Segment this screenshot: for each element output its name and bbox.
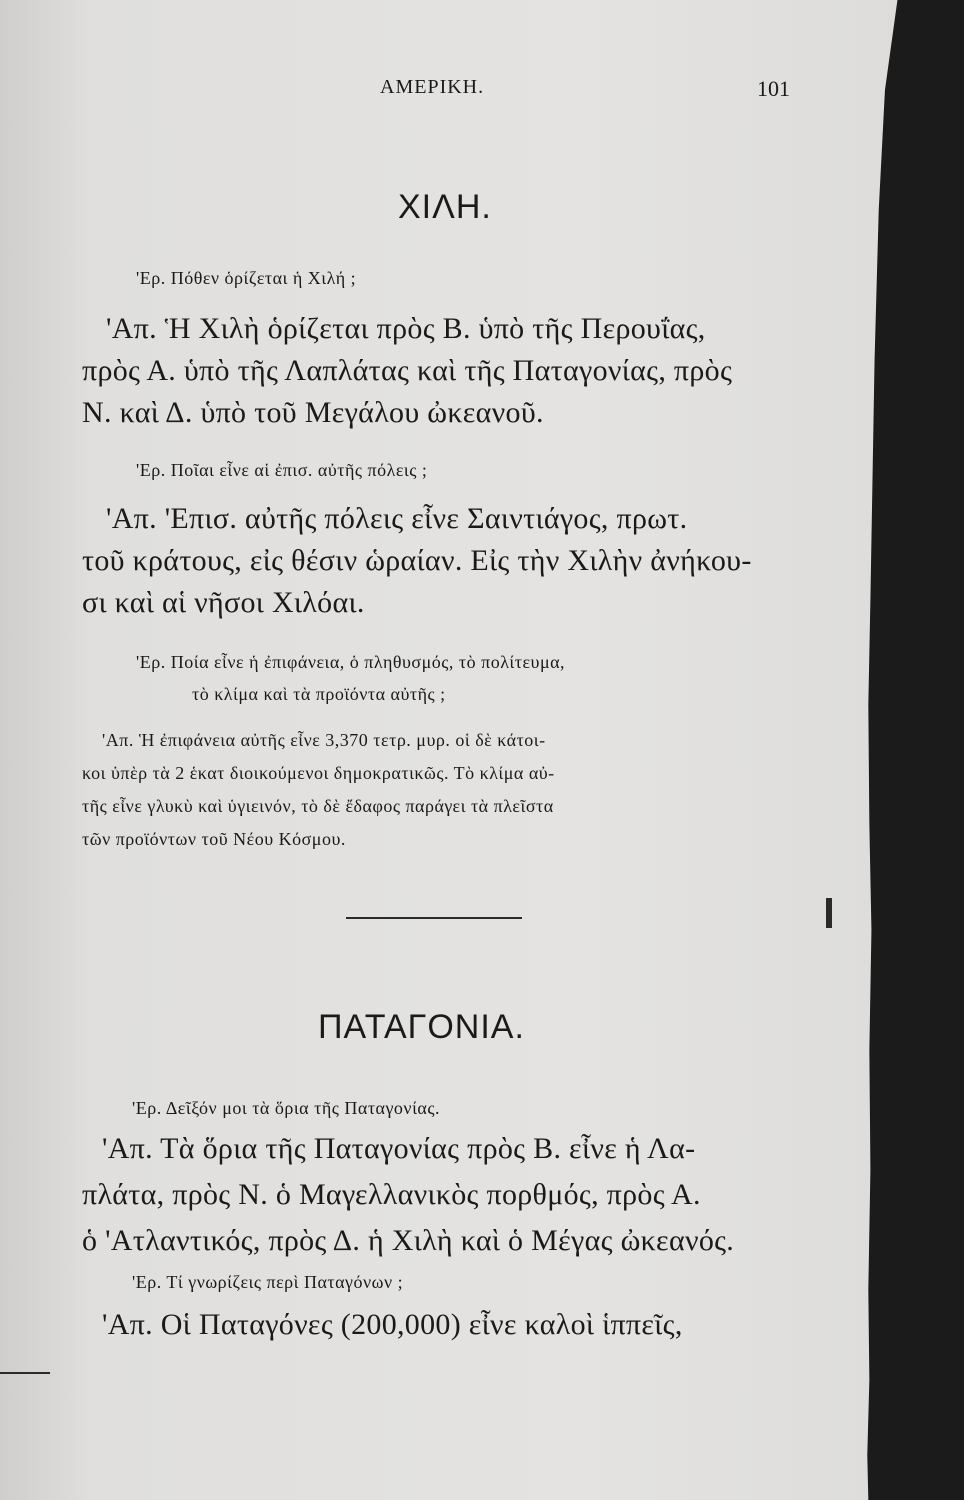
page-number: 101 <box>757 76 790 101</box>
scan-mark <box>826 898 832 928</box>
text-line: τῆς εἶνε γλυκὺ καὶ ὑγιεινόν, τὸ δὲ ἔδαφος παράγει τὰ πλεῖστα <box>82 796 554 816</box>
answer-2 <box>82 498 802 624</box>
running-title: ΑΜΕΡΙΚΗ. <box>380 76 485 98</box>
text-line: 'Απ. 'Επισ. αὐτῆς πόλεις εἶνε Σαιντιάγος, πρωτ. <box>106 502 688 535</box>
text-line: 'Απ. Τὰ ὅρια τῆς Παταγονίας πρὸς Β. εἶνε ἡ Λα- <box>102 1132 696 1165</box>
text-line: πλάτα, πρὸς Ν. ὁ Μαγελλανικὸς πορθμός, πρὸς Α. <box>82 1178 701 1211</box>
text-line: 'Ερ. Πόθεν ὁρίζεται ἡ Χιλή ; <box>136 268 357 288</box>
text-line: Ν. καὶ Δ. ὑπὸ τοῦ Μεγάλου ὠκεανοῦ. <box>82 396 544 429</box>
answer-1 <box>82 308 802 434</box>
text-line: 'Ερ. Δεῖξόν μοι τὰ ὅρια τῆς Παταγονίας. <box>132 1098 440 1118</box>
answer-4 <box>82 1126 802 1264</box>
section-title-patagonia: ΠΑΤΑΓΟΝΙΑ. <box>318 1008 525 1046</box>
section-divider <box>346 917 522 919</box>
text-line: 'Ερ. Ποῖαι εἶνε αἱ ἐπισ. αὐτῆς πόλεις ; <box>136 460 428 480</box>
scan-mark <box>0 1372 50 1374</box>
text-line: τὸ κλίμα καὶ τὰ προϊόντα αὐτῆς ; <box>192 684 446 704</box>
text-line: σι καὶ αἱ νῆσοι Χιλόαι. <box>82 586 365 619</box>
text-line: 'Απ. Οἱ Παταγόνες (200,000) εἶνε καλοὶ ἱππεῖς, <box>102 1308 683 1341</box>
page-header <box>0 70 860 110</box>
question-4 <box>82 1098 802 1119</box>
text-line: 'Απ. Ἡ Χιλὴ ὁρίζεται πρὸς Β. ὑπὸ τῆς Περουΐας, <box>106 312 706 345</box>
question-2 <box>82 460 802 481</box>
text-line: τῶν προϊόντων τοῦ Νέου Κόσμου. <box>82 829 346 849</box>
text-line: τοῦ κράτους, εἰς θέσιν ὡραίαν. Εἰς τὴν Χιλὴν ἀνήκου- <box>82 544 752 577</box>
answer-3 <box>82 724 802 856</box>
text-line: πρὸς Α. ὑπὸ τῆς Λαπλάτας καὶ τῆς Παταγονίας, πρὸς <box>82 354 733 387</box>
text-line: κοι ὑπὲρ τὰ 2 ἑκατ διοικούμενοι δημοκρατικῶς. Τὸ κλίμα αὐ- <box>82 763 555 783</box>
section-title-chile: ΧΙΛΗ. <box>398 188 492 226</box>
answer-5 <box>82 1302 802 1348</box>
text-line: ὁ 'Ατλαντικός, πρὸς Δ. ἡ Χιλὴ καὶ ὁ Μέγας ὠκεανός. <box>82 1224 735 1257</box>
text-line: 'Ερ. Ποία εἶνε ἡ ἐπιφάνεια, ὁ πληθυσμός, τὸ πολίτευμα, <box>136 652 566 672</box>
question-1 <box>82 268 802 289</box>
text-line: 'Ερ. Τί γνωρίζεις περὶ Παταγόνων ; <box>132 1272 404 1292</box>
text-line: 'Απ. Ἡ ἐπιφάνεια αὐτῆς εἶνε 3,370 τετρ. μυρ. οἱ δὲ κάτοι- <box>102 730 546 750</box>
question-5 <box>82 1272 802 1293</box>
question-3 <box>82 646 802 710</box>
scan-dark-edge <box>860 0 964 1500</box>
